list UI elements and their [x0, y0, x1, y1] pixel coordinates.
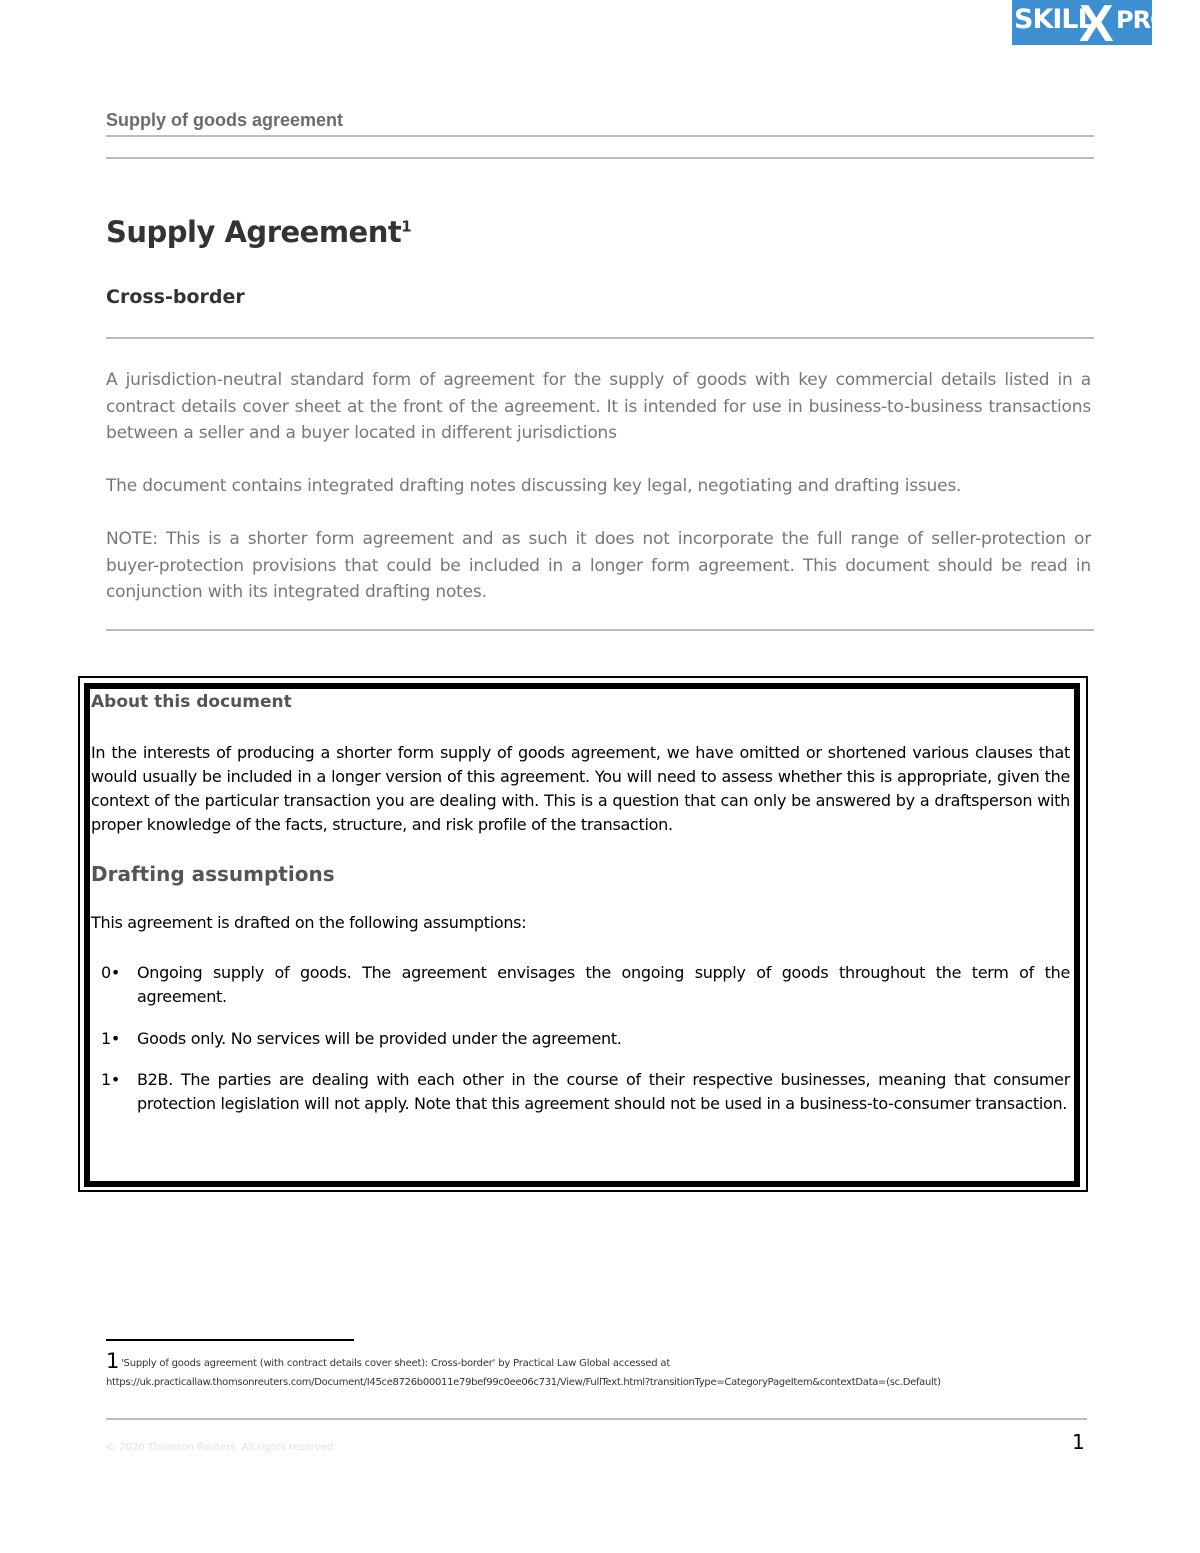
- title-text: Supply Agreement: [106, 215, 402, 249]
- subtitle-rule: [106, 337, 1094, 339]
- intro-paragraph-2: The document contains integrated drafting notes discussing key legal, negotiating and drafting issues.: [106, 476, 962, 496]
- assumption-number: 1•: [101, 1029, 121, 1048]
- assumption-text: Goods only. No services will be provided under the agreement.: [137, 1029, 622, 1048]
- logo-x-mark: X: [1079, 0, 1114, 53]
- document-title: [106, 215, 411, 249]
- intro-paragraph-3: NOTE: This is a shorter form agreement and as such it does not incorporate the full range of seller-protection or buyer-protection provisions that could be included in a longer form agreement. This document should be read in conjunction with its integrated drafting notes.: [106, 529, 1091, 602]
- running-header: Supply of goods agreement: [106, 110, 344, 130]
- title-footnote-ref[interactable]: 1: [401, 217, 412, 236]
- footnote-text: 'Supply of goods agreement (with contract details cover sheet): Cross-border' by Practical Law Global accessed at: [121, 1358, 671, 1369]
- assumption-text: B2B. The parties are dealing with each other in the course of their respective businesses, meaning that consumer protection legislation will not apply. Note that this agreement should not be used in a business-to-consumer transaction.: [137, 1070, 1070, 1113]
- assumption-number: 1•: [101, 1070, 121, 1089]
- page-number: 1: [1072, 1430, 1085, 1454]
- assumption-number: 0•: [101, 963, 121, 982]
- skillxpro-logo: [1012, 0, 1170, 53]
- header-rule-1: [106, 135, 1094, 137]
- assumption-text: Ongoing supply of goods. The agreement envisages the ongoing supply of goods throughout the term of the agreement.: [137, 963, 1070, 1006]
- header-rule-2: [106, 157, 1094, 159]
- document-subtitle: Cross-border: [106, 286, 245, 308]
- footnote-number: 1: [106, 1349, 120, 1373]
- intro-rule: [106, 629, 1094, 631]
- logo-text-right: PRO: [1116, 6, 1170, 34]
- footer-rule: [106, 1418, 1087, 1420]
- footnote-rule: [106, 1339, 354, 1341]
- intro-paragraph-1: A jurisdiction-neutral standard form of agreement for the supply of goods with key commercial details listed in a contract details cover sheet at the front of the agreement. It is intended for use in business-to-business transactions between a seller and a buyer located in different jurisdictions: [106, 370, 1091, 443]
- copyright-notice: © 2020 Thomson Reuters. All rights reserved.: [106, 1442, 337, 1453]
- logo-text-left: SKILL: [1014, 4, 1094, 35]
- about-text: In the interests of producing a shorter form supply of goods agreement, we have omitted or shortened various clauses that would usually be included in a longer version of this agreement. You will need to assess whether this is appropriate, given the context of the particular transaction you are dealing with. This is a question that can only be answered by a draftsperson with proper knowledge of the facts, structure, and risk profile of the transaction.: [91, 743, 1070, 834]
- about-heading: About this document: [91, 692, 292, 712]
- drafting-intro: This agreement is drafted on the following assumptions:: [91, 913, 527, 932]
- drafting-heading: Drafting assumptions: [91, 862, 335, 886]
- footnote-url-link[interactable]: https://uk.practicallaw.thomsonreuters.com/Document/I45ce8726b00011e79bef99c0ee06c731/View/FullText.html?transitionType=CategoryPageItem&contextData=(sc.Default): [106, 1377, 941, 1388]
